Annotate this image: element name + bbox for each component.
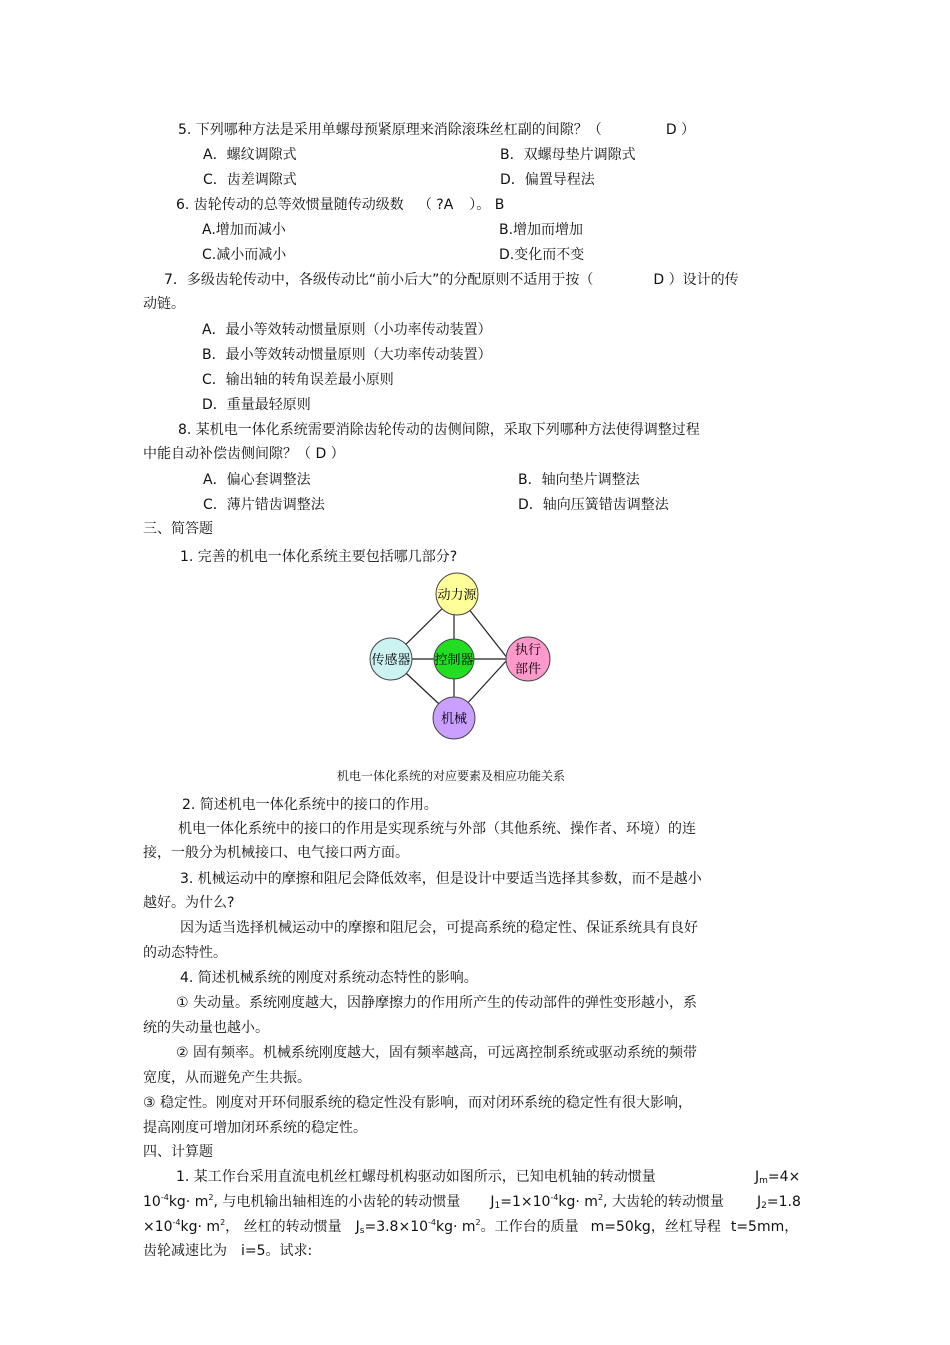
- s3-a4-1-line2: 统的失动量也越小。: [143, 1020, 269, 1036]
- s3-q3-line1: 3. 机械运动中的摩擦和阻尼会降低效率，但是设计中要适当选择其参数，而不是越小: [180, 871, 702, 887]
- label-actuator-line1: 执行: [514, 643, 542, 658]
- s4-p1-jm: $J_m=4\times$: [755, 1169, 801, 1186]
- q7-option-c: C．输出轴的转角误差最小原则: [202, 372, 394, 388]
- s3-q1: 1. 完善的机电一体化系统主要包括哪几部分?: [180, 549, 458, 565]
- q8-stem-cont: 中能自动补偿齿侧间隙？（ D ）: [143, 446, 345, 462]
- s3-a4-2-line2: 宽度，从而避免产生共振。: [143, 1070, 311, 1086]
- section4-title: 四、计算题: [143, 1144, 213, 1160]
- q6-option-c: C.减小而减小: [202, 247, 287, 263]
- section3-title: 三、简答题: [143, 521, 213, 537]
- q5-option-c: C．齿差调隙式: [203, 172, 297, 188]
- system-elements-diagram: [355, 572, 565, 742]
- q5-option-d: D．偏置导程法: [500, 172, 595, 188]
- q5-option-a: A．螺纹调隙式: [203, 147, 297, 163]
- q8-stem: 8. 某机电一体化系统需要消除齿轮传动的齿侧间隙，采取下列哪种方法使得调整过程: [178, 422, 700, 438]
- q6-stem: 6. 齿轮传动的总等效惯量随传动级数 （ ?A ）。 B: [176, 197, 505, 213]
- s3-q4: 4. 简述机械系统的刚度对系统动态特性的影响。: [180, 970, 478, 986]
- q5-stem: 5. 下列哪种方法是采用单螺母预紧原理来消除滚珠丝杠副的间隙？（ D ）: [178, 122, 696, 138]
- q6-option-a: A.增加而减小: [202, 222, 286, 238]
- label-sensor: 传感器: [371, 653, 411, 668]
- s3-a4-1-line1: ① 失动量。系统刚度越大，因静摩擦力的作用所产生的传动部件的弹性变形越小，系: [176, 995, 697, 1011]
- s4-p1-line2: $10^{-4}kg\cdot m^2$, 与电机输出轴相连的小齿轮的转动惯量 $J_1=1\times 10^{-4}kg\cdot m^2$, 大齿轮的转动惯量: [143, 1193, 724, 1211]
- q7-stem-cont: 动链。: [143, 296, 185, 312]
- s3-a4-2-line1: ② 固有频率。机械系统刚度越大，固有频率越高，可远离控制系统或驱动系统的频带: [176, 1045, 697, 1061]
- q7-option-b: B．最小等效转动惯量原则（大功率传动装置）: [202, 347, 492, 363]
- q6-option-b: B.增加而增加: [499, 222, 584, 238]
- s4-p1-j2: $J_2=1.8$: [757, 1194, 801, 1211]
- s4-p1-line1: 1. 某工作台采用直流电机丝杠螺母机构驱动如图所示，已知电机轴的转动惯量: [176, 1169, 656, 1185]
- label-controller: 控制器: [434, 653, 474, 668]
- s4-p1-line4: 齿轮减速比为 i=5。试求:: [143, 1243, 313, 1259]
- s4-p1-line3: $\times 10^{-4}kg\cdot m^2$， 丝杠的转动惯量 $J_s=3.8\times 10^{-4}kg\cdot m^2$。工作台的质量 m=50kg，丝杠导程 t=5mm，: [143, 1218, 799, 1236]
- q7-option-d: D．重量最轻原则: [202, 397, 311, 413]
- s3-a4-3-line1: ③ 稳定性。刚度对开环伺服系统的稳定性没有影响，而对闭环系统的稳定性有很大影响，: [143, 1095, 692, 1111]
- s3-a2-line1: 机电一体化系统中的接口的作用是实现系统与外部（其他系统、操作者、环境）的连: [178, 821, 696, 837]
- s3-q3-line2: 越好。为什么?: [143, 895, 235, 911]
- label-mechanism: 机械: [440, 712, 468, 727]
- q8-option-a: A．偏心套调整法: [203, 472, 311, 488]
- s3-a3-line2: 的动态特性。: [143, 945, 227, 961]
- q5-option-b: B．双螺母垫片调隙式: [500, 147, 636, 163]
- diagram-caption: 机电一体化系统的对应要素及相应功能关系: [337, 769, 566, 783]
- q7-stem: 7．多级齿轮传动中，各级传动比“前小后大”的分配原则不适用于按（ D ）设计的传: [164, 272, 739, 288]
- q7-option-a: A．最小等效转动惯量原则（小功率传动装置）: [202, 322, 492, 338]
- q8-option-b: B．轴向垫片调整法: [518, 472, 640, 488]
- q6-option-d: D.变化而不变: [499, 247, 585, 263]
- label-actuator-line2: 部件: [514, 662, 542, 677]
- s3-q2: 2. 简述机电一体化系统中的接口的作用。: [182, 797, 438, 813]
- q8-option-d: D．轴向压簧错齿调整法: [518, 497, 669, 513]
- s3-a3-line1: 因为适当选择机械运动中的摩擦和阻尼会，可提高系统的稳定性、保证系统具有良好: [180, 920, 698, 936]
- s3-a2-line2: 接，一般分为机械接口、电气接口两方面。: [143, 845, 409, 861]
- q8-option-c: C．薄片错齿调整法: [203, 497, 325, 513]
- label-power-source: 动力源: [437, 588, 477, 603]
- s3-a4-3-line2: 提高刚度可增加闭环系统的稳定性。: [143, 1120, 367, 1136]
